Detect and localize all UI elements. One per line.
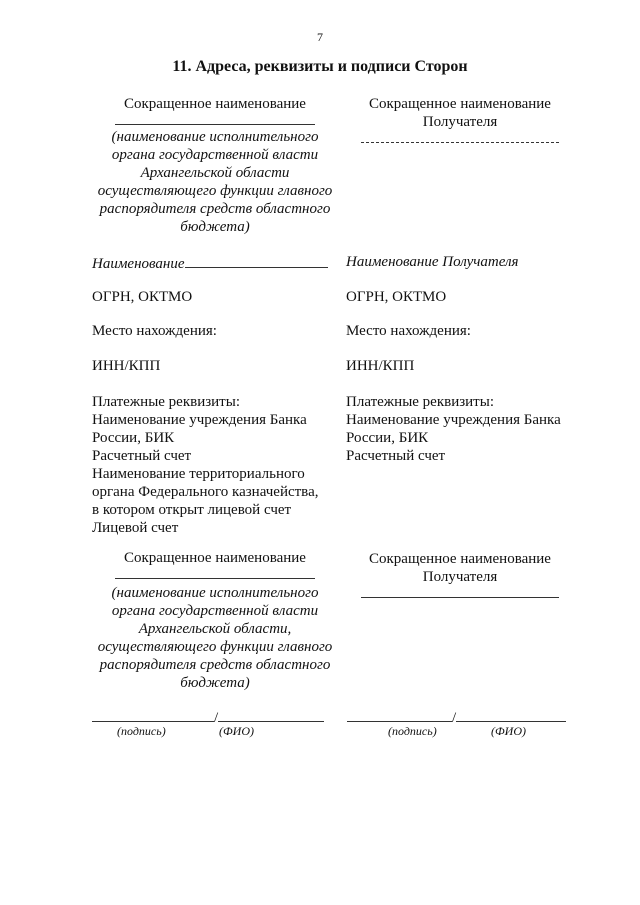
right-fio-caption: (ФИО) xyxy=(491,724,526,738)
left-fio-line xyxy=(218,707,324,722)
heading-line: Получателя xyxy=(422,114,498,130)
note-line: осуществляющего функции главного xyxy=(97,183,333,199)
payment-line: Лицевой счет xyxy=(92,520,179,536)
right-signature-line xyxy=(347,707,452,722)
note-line: (наименование исполнительного xyxy=(111,585,319,601)
left-name-row xyxy=(92,253,328,273)
left-name-blank xyxy=(185,253,328,268)
left-short-name-line-2 xyxy=(90,578,340,579)
left-short-name-heading-2: Сокращенное наименование xyxy=(124,550,306,566)
right-name-label: Наименование Получателя xyxy=(346,254,519,270)
left-signature-caption: (подпись) xyxy=(117,724,166,738)
payment-line: органа Федерального казначейства, xyxy=(92,484,319,500)
heading-line: Получателя xyxy=(422,569,498,585)
note-line: распорядителя средств областного xyxy=(99,657,331,673)
right-signature-caption: (подпись) xyxy=(388,724,437,738)
left-signature-line xyxy=(92,707,214,722)
right-ogrn: ОГРН, ОКТМО xyxy=(346,289,447,305)
payment-line: Расчетный счет xyxy=(346,448,446,464)
left-fio-caption: (ФИО) xyxy=(219,724,254,738)
page-number: 7 xyxy=(317,30,323,44)
right-location: Место нахождения: xyxy=(346,323,471,339)
left-slash: / xyxy=(214,710,219,726)
note-line: осуществляющего функции главного xyxy=(97,639,333,655)
payment-line: Платежные реквизиты: xyxy=(346,394,494,410)
note-line: органа государственной власти xyxy=(111,147,319,163)
left-ogrn: ОГРН, ОКТМО xyxy=(92,289,193,305)
right-short-name-line-2 xyxy=(335,597,585,598)
payment-line: в котором открыт лицевой счет xyxy=(92,502,292,518)
right-signature-row xyxy=(347,707,566,727)
note-line: (наименование исполнительного xyxy=(111,129,319,145)
left-short-name-line xyxy=(90,124,340,125)
right-short-name-heading xyxy=(335,95,585,131)
payment-line: Наименование территориального xyxy=(92,466,305,482)
left-location: Место нахождения: xyxy=(92,323,217,339)
payment-line: России, БИК xyxy=(346,430,429,446)
right-payment-details xyxy=(346,393,596,465)
payment-line: Наименование учреждения Банка xyxy=(92,412,307,428)
left-authority-note-2 xyxy=(85,584,345,692)
right-fio-line xyxy=(456,707,566,722)
heading-line: Сокращенное наименование xyxy=(369,551,551,567)
note-line: бюджета) xyxy=(180,219,250,235)
note-line: распорядителя средств областного xyxy=(99,201,331,217)
note-line: Архангельской области xyxy=(140,165,290,181)
note-line: органа государственной власти xyxy=(111,603,319,619)
right-slash: / xyxy=(452,710,457,726)
left-payment-details xyxy=(92,393,342,537)
left-name-label: Наименование xyxy=(92,256,185,272)
payment-line: Платежные реквизиты: xyxy=(92,394,240,410)
note-line: Архангельской области, xyxy=(138,621,292,637)
heading-line: Сокращенное наименование xyxy=(369,96,551,112)
payment-line: России, БИК xyxy=(92,430,175,446)
right-inn: ИНН/КПП xyxy=(346,358,415,374)
left-short-name-heading: Сокращенное наименование xyxy=(124,96,306,112)
left-authority-note xyxy=(85,128,345,236)
right-short-name-heading-2 xyxy=(335,550,585,586)
left-inn: ИНН/КПП xyxy=(92,358,161,374)
payment-line: Расчетный счет xyxy=(92,448,192,464)
payment-line: Наименование учреждения Банка xyxy=(346,412,561,428)
note-line: бюджета) xyxy=(180,675,250,691)
section-title: 11. Адреса, реквизиты и подписи Сторон xyxy=(172,58,468,75)
right-short-name-line xyxy=(335,142,585,143)
